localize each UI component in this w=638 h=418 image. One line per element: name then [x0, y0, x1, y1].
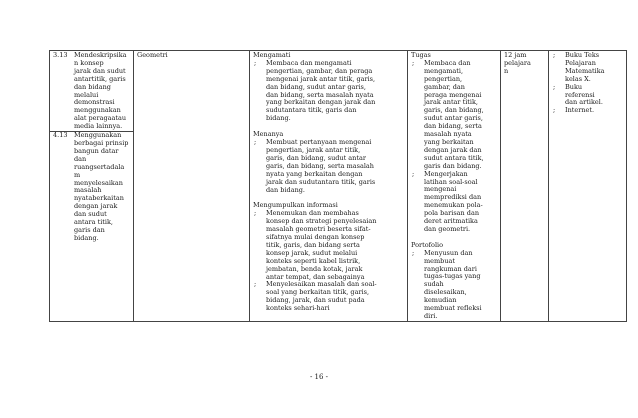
bullet-text-line: referensi	[565, 90, 595, 99]
bullet-item	[411, 250, 498, 321]
bullet-text-line: dan bidang, sudut antar garis,	[266, 82, 366, 91]
bullet-marker: ;	[254, 280, 257, 289]
bullet-text-line: deret aritmatika	[424, 217, 478, 226]
competency-text-line: Menggunakan	[74, 131, 122, 140]
bullet-text-line: sudah	[424, 280, 444, 289]
competency-text-line: dengan jarak	[74, 202, 118, 211]
bullet-text-line: garis dan bidang.	[424, 161, 482, 170]
bullet-marker: ;	[254, 138, 257, 147]
competency-text-line: masalah	[74, 186, 102, 195]
activity-section	[253, 52, 405, 123]
competency-4-13	[50, 131, 133, 243]
bullet-item	[411, 171, 498, 234]
page-number: - 16 -	[309, 373, 329, 381]
bullet-item	[552, 84, 624, 108]
bullet-marker: ;	[553, 106, 556, 115]
competency-text-line: jarak dan sudut	[74, 66, 126, 75]
time-cell	[501, 51, 549, 322]
activity-section	[253, 202, 405, 313]
competency-text-line: dan	[74, 154, 87, 163]
time-allocation-line: pelajara	[504, 58, 531, 67]
bullet-text-line: Membuat pertanyaan mengenai	[266, 138, 372, 147]
activity-heading: Menanya	[253, 130, 284, 139]
competency-text-line: dan sudut	[74, 210, 107, 219]
bullet-text-line: latihan soal-soal	[424, 177, 478, 186]
bullet-text-line: dan bidang.	[266, 185, 305, 194]
bullet-text-line: peraga mengenai	[424, 90, 482, 99]
time-allocation-line: 12 jam	[504, 51, 527, 59]
bullet-text-line: nyata yang berkaitan dengan	[266, 169, 363, 178]
bullet-text-line: Membaca dan mengamati	[266, 58, 352, 67]
competency-text-line: bidang.	[74, 233, 99, 242]
competency-text-line: antartitik, garis	[74, 74, 126, 83]
competency-number: 4.13	[53, 131, 68, 140]
competency-text-line: dan bidang	[74, 82, 111, 91]
time-allocation-line: n	[504, 66, 509, 75]
bullet-text-line: bidang.	[266, 114, 291, 123]
bullet-text-line: yang berkaitan	[424, 137, 474, 146]
syllabus-table	[49, 50, 627, 322]
competency-text-line: demonstrasi	[74, 98, 115, 107]
bullet-text-line: Mengerjakan	[424, 169, 468, 178]
bullet-text-line: sudutantara titik, garis dan	[266, 106, 357, 115]
bullet-text-line: pengertian, gambar, dan peraga	[266, 66, 373, 75]
bullet-text-line: masalah geometri beserta sifat-	[266, 225, 371, 234]
bullet-marker: ;	[553, 51, 556, 59]
bullet-text-line: mengamati,	[424, 66, 464, 75]
assessment-heading: Portofolio	[411, 240, 444, 249]
bullet-text-line: garis, dan bidang,	[424, 106, 484, 115]
assessment-section	[411, 52, 498, 234]
bullet-text-line: dan bidang, serta masalah nyata	[266, 90, 374, 99]
activity-heading: Mengumpulkan informasi	[253, 201, 338, 210]
bullet-text-line: bidang, jarak, dan sudut pada	[266, 296, 365, 305]
bullet-item	[253, 210, 405, 281]
bullet-text-line: sudut antar garis,	[424, 114, 483, 123]
bullet-text-line: Menyelesaikan masalah dan soal-	[266, 280, 377, 289]
bullet-text-line: pengertian,	[424, 74, 463, 83]
competency-text-line: antara titik,	[74, 218, 113, 227]
activity-heading: Mengamati	[253, 51, 291, 59]
bullet-text-line: soal yang berkaitan titik, garis,	[266, 288, 370, 297]
bullet-item	[552, 52, 624, 84]
bullet-text-line: dan geometri.	[424, 224, 471, 233]
bullet-text-line: dan artikel.	[565, 98, 603, 107]
bullet-text-line: Matematika	[565, 66, 605, 75]
bullet-text-line: diselesaikan,	[424, 288, 467, 297]
bullet-text-line: pola barisan dan	[424, 209, 480, 218]
bullet-text-line: tugas-tugas yang	[424, 272, 481, 281]
assessment-cell	[408, 51, 501, 322]
activity-section	[253, 131, 405, 194]
bullet-text-line: Internet.	[565, 106, 595, 115]
bullet-marker: ;	[254, 58, 257, 67]
bullet-text-line: titik, garis, dan bidang serta	[266, 240, 360, 249]
bullet-text-line: Buku Teks	[565, 51, 600, 59]
bullet-text-line: sifatnya mulai dengan konsep	[266, 233, 365, 242]
material-text: Geometri	[137, 51, 168, 59]
competency-text-line: menggunakan	[74, 106, 121, 115]
bullet-text-line: Membaca dan	[424, 58, 471, 67]
competency-number: 3.13	[53, 51, 68, 59]
bullet-marker: ;	[412, 58, 415, 67]
competency-text-line: media lainnya.	[74, 122, 123, 131]
bullet-text-line: jarak antar titik,	[424, 98, 478, 107]
competency-text-line: n konsep	[74, 58, 104, 67]
bullet-text-line: konsep dan strategi penyelesaian	[266, 217, 377, 226]
competency-text-line: garis dan	[74, 225, 105, 234]
competency-text-line: nyataberkaitan	[74, 194, 124, 203]
competency-text-line: melalui	[74, 90, 99, 99]
competency-text-line: bangun datar	[74, 146, 119, 155]
bullet-text-line: jembatan, benda kotak, jarak	[266, 264, 363, 273]
competency-text-line: ruangsertadala	[74, 162, 125, 171]
bullet-text-line: gambar, dan	[424, 82, 465, 91]
competency-text-line: menyelesaikan	[74, 178, 123, 187]
bullet-marker: ;	[553, 82, 556, 91]
bullet-text-line: garis, dan bidang, sudut antar	[266, 153, 366, 162]
bullet-text-line: Buku	[565, 82, 583, 91]
bullet-text-line: Menemukan dan membahas	[266, 209, 359, 218]
bullet-text-line: membuat	[424, 256, 456, 265]
activities-cell	[250, 51, 408, 322]
bullet-text-line: konteks seperti kabel listrik,	[266, 256, 361, 265]
bullet-text-line: pengertian, jarak antar titik,	[266, 145, 361, 154]
bullet-text-line: antar tempat, dan sebagainya	[266, 272, 365, 281]
bullet-text-line: konsep jarak, sudut melalui	[266, 248, 358, 257]
bullet-text-line: dan bidang, serta	[424, 122, 482, 131]
bullet-item	[253, 139, 405, 194]
bullet-text-line: jarak dan sudutantara titik, garis	[266, 177, 376, 186]
competency-text-line: m	[74, 170, 81, 179]
competency-text-line: Mendeskripsika	[74, 51, 127, 59]
bullet-text-line: menemukan pola-	[424, 201, 483, 210]
bullet-item	[253, 281, 405, 313]
bullet-text-line: kemudian	[424, 296, 457, 305]
bullet-marker: ;	[254, 209, 257, 218]
bullet-text-line: memprediksi dan	[424, 193, 482, 202]
bullet-text-line: Pelajaran	[565, 58, 596, 67]
bullet-text-line: mengenai jarak antar titik, garis,	[266, 74, 376, 83]
bullet-text-line: sudut antara titik,	[424, 153, 484, 162]
bullet-text-line: Menyusun dan	[424, 248, 473, 257]
resources-cell	[549, 51, 627, 322]
bullet-text-line: konteks sehari-hari	[266, 304, 330, 313]
assessment-heading: Tugas	[411, 51, 431, 59]
material-cell	[134, 51, 250, 322]
bullet-marker: ;	[412, 169, 415, 178]
bullet-text-line: mengenai	[424, 185, 457, 194]
bullet-item	[411, 60, 498, 171]
competency-3-13	[53, 52, 131, 131]
bullet-marker: ;	[412, 248, 415, 257]
bullet-text-line: yang berkaitan dengan jarak dan	[266, 98, 376, 107]
bullet-item	[253, 60, 405, 123]
bullet-text-line: masalah nyata	[424, 130, 472, 139]
bullet-text-line: kelas X.	[565, 74, 591, 83]
bullet-text-line: diri.	[424, 312, 438, 320]
bullet-text-line: garis, dan bidang, serta masalah	[266, 161, 374, 170]
competency-text-line: alat peragaatau	[74, 114, 127, 123]
bullet-item	[552, 107, 624, 115]
bullet-text-line: dengan jarak dan	[424, 145, 482, 154]
bullet-text-line: rangkuman dari	[424, 264, 477, 273]
bullet-text-line: membuat refleksi	[424, 304, 482, 313]
table-row	[50, 51, 627, 322]
assessment-section	[411, 242, 498, 321]
competency-cell	[50, 51, 134, 322]
competency-text-line: berbagai prinsip	[74, 138, 129, 147]
